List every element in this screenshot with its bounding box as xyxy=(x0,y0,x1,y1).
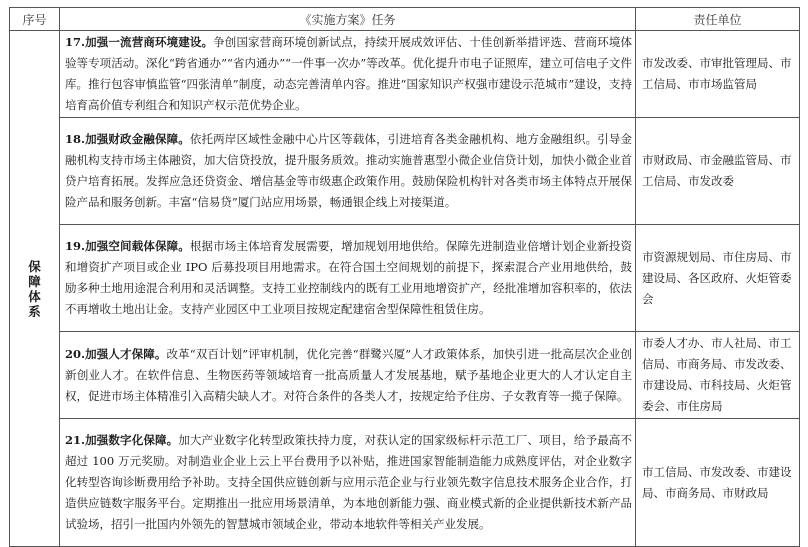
task-cell xyxy=(60,419,636,547)
table-row xyxy=(10,419,800,547)
header-row xyxy=(10,8,800,31)
task-cell xyxy=(60,31,636,118)
unit-cell: 市财政局、市金融监管局、市工信局、市发改委 xyxy=(636,118,800,225)
task-table xyxy=(9,7,800,547)
task-body: 加大产业数字化转型政策扶持力度，对获认定的国家级标杆示范工厂、项目，给予最高不超过 100 万元奖励。对制造业企业上云上平台费用予以补贴，推进国家智能制造能力成熟度评估，对企业数字化转型咨询诊断费用给予补助。支持全国供应链创新与应用示范企业与行业领先数字信息技术服务企业合作，打造供应链数字服务平台。定期推出一批应用场景清单，为本地创新能力强、商业模式新的企业提供新技术新产品试验场，招引一批国内外领先的智慧城市领域企业，带动本地软件等相关产业发展。 xyxy=(65,433,632,531)
task-title: 20.加强人才保障。 xyxy=(65,346,167,361)
table-row xyxy=(10,118,800,225)
unit-cell: 市工信局、市发改委、市建设局、市商务局、市财政局 xyxy=(636,419,800,547)
header-unit: 责任单位 xyxy=(636,8,800,31)
task-title: 21.加强数字化保障。 xyxy=(65,433,179,447)
unit-cell: 市发改委、市审批管理局、市工信局、市市场监管局 xyxy=(636,31,800,118)
section-label-char: 系 xyxy=(28,303,41,319)
table-row xyxy=(10,332,800,419)
task-title: 19.加强空间载体保障。 xyxy=(65,239,190,253)
section-label-char: 保 xyxy=(28,258,41,274)
task-cell xyxy=(60,118,636,225)
section-label-char: 障 xyxy=(28,273,41,289)
section-label-text xyxy=(10,259,59,319)
task-body: 根据市场主体培育发展需要，增加规划用地供给。保障先进制造业倍增计划企业新投资和增资扩产项目或企业 IPO 后募投项目用地需求。在符合国土空间规划的前提下，探索混合产业用地供给，鼓励多种土地用途混合利用和灵活调整。支持工业控制线内的既有工业用地增资扩产，经批准增加容积率的，依法不再增收土地出让金。支持产业园区中工业项目按规定配建宿舍型保障性租赁住房。 xyxy=(65,239,632,316)
task-body: 改革“双百计划”评审机制，优化完善“群鹭兴厦”人才政策体系，加快引进一批高层次企业创新创业人才。在软件信息、生物医药等领域培育一批高质量人才发展基地，赋予基地企业更大的人才认定自主权，促进市场主体精准引入高精尖缺人才。对符合条件的各类人才，按规定给予住房、子女教育等一揽子保障。 xyxy=(65,346,632,403)
section-label xyxy=(10,31,60,547)
task-title: 17.加强一流营商环境建设。 xyxy=(65,35,214,49)
section-label-char: 体 xyxy=(28,288,41,304)
table-row xyxy=(10,31,800,118)
task-body: 依托两岸区域性金融中心片区等载体，引进培育各类金融机构、地方金融组织。引导金融机构支持市场主体融资，加大信贷投放，提升服务质效。推动实施普惠型小微企业信贷计划，加快小微企业首贷户培育拓展。发挥应急还贷资金、增信基金等市级惠企政策作用。鼓励保险机构针对各类市场主体特点开展保险产品和服务创新。丰富“信易贷”厦门站应用场景，畅通银企线上对接渠道。 xyxy=(65,132,632,209)
header-seq: 序号 xyxy=(10,8,60,31)
table-row xyxy=(10,225,800,332)
task-body: 争创国家营商环境创新试点，持续开展成效评估、十佳创新举措评选、营商环境体验等专项活动。深化“跨省通办”“省内通办”“一件事一次办”等改革。优化提升市电子证照库，建立可信电子文件库。推行包容审慎监管“四张清单”制度，动态完善清单内容。推进“国家知识产权强市建设示范城市”建设，支持培育高价值专利组合和知识产权示范优势企业。 xyxy=(65,35,632,112)
task-cell xyxy=(60,332,636,419)
unit-cell: 市委人才办、市人社局、市工信局、市商务局、市发改委、市建设局、市科技局、火炬管委会、市住房局 xyxy=(636,332,800,419)
unit-cell: 市资源规划局、市住房局、市建设局、各区政府、火炬管委会 xyxy=(636,225,800,332)
task-cell xyxy=(60,225,636,332)
header-task: 《实施方案》任务 xyxy=(60,8,636,31)
task-title: 18.加强财政金融保障。 xyxy=(65,132,190,146)
